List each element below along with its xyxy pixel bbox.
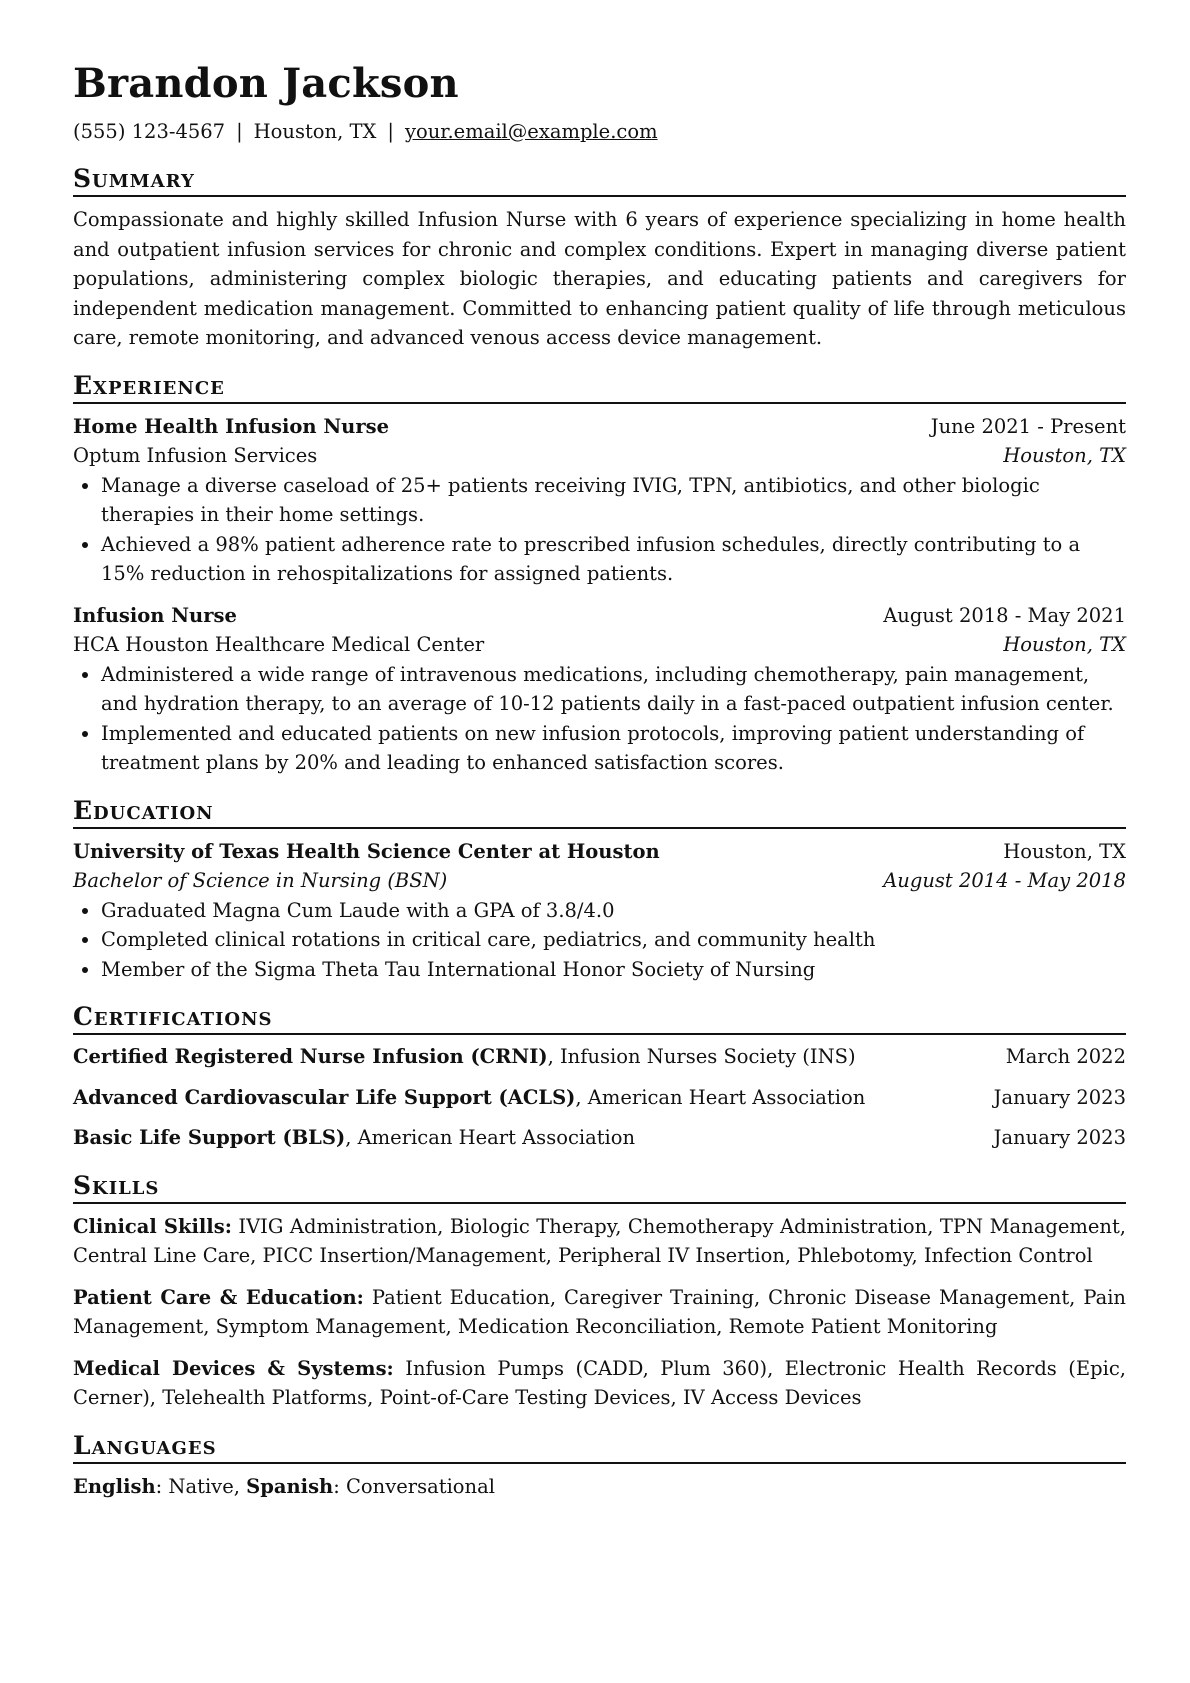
company-name: Optum Infusion Services	[73, 444, 318, 467]
skill-group-text: IVIG Administration, Biologic Therapy, Chemotherapy Administration, TPN Management, Central Line Care, PICC Insertion/Management, Peripheral IV Insertion, Phlebotomy, Infection Control	[73, 1214, 1126, 1267]
bullet-item: • Manage a diverse caseload of 25+ patients receiving IVIG, TPN, antibiotics, and other biologic therapies in their home settings.	[101, 471, 1126, 530]
section-title-education: Education	[73, 796, 1126, 829]
contact-line	[73, 118, 1126, 146]
certification-issuer: , Infusion Nurses Society (INS)	[547, 1045, 856, 1068]
experience-section	[73, 371, 1126, 778]
job-dates: August 2018 - May 2021	[883, 603, 1126, 627]
bullet-item: • Achieved a 98% patient adherence rate to prescribed infusion schedules, directly contributing to a 15% reduction in rehospitalizations for assigned patients.	[101, 530, 1126, 589]
skill-group-label: Patient Care & Education:	[73, 1285, 364, 1309]
contact-separator: |	[387, 120, 394, 143]
resume-page	[73, 60, 1126, 1501]
section-title-languages: Languages	[73, 1431, 1126, 1464]
experience-entry	[73, 412, 1126, 589]
job-bullets	[73, 471, 1126, 589]
job-location: Houston, TX	[1003, 444, 1126, 467]
skill-group	[73, 1212, 1126, 1271]
languages-section	[73, 1431, 1126, 1502]
summary-section	[73, 164, 1126, 353]
certification-issuer: , American Heart Association	[575, 1085, 866, 1109]
job-bullets	[73, 660, 1126, 778]
contact-separator: |	[236, 120, 243, 143]
certification-name: Certified Registered Nurse Infusion (CRNI)	[73, 1045, 548, 1068]
email-link[interactable]: your.email@example.com	[404, 120, 658, 143]
job-dates: June 2021 - Present	[930, 414, 1126, 438]
education-entry	[73, 837, 1126, 985]
skill-groups	[73, 1212, 1126, 1413]
skill-group-text: Infusion Pumps (CADD, Plum 360), Electronic Health Records (Epic, Cerner), Telehealth Platforms, Point-of-Care Testing Devices, IV Access Devices	[73, 1356, 1126, 1409]
job-title: Infusion Nurse	[73, 603, 237, 627]
school-name: University of Texas Health Science Center at Houston	[73, 839, 660, 863]
candidate-name: Brandon Jackson	[73, 60, 459, 107]
languages-line	[73, 1472, 1126, 1502]
skill-group	[73, 1283, 1126, 1342]
section-title-certifications: Certifications	[73, 1002, 1126, 1035]
certification-name: Basic Life Support (BLS)	[73, 1126, 346, 1149]
school-location: Houston, TX	[1003, 839, 1126, 863]
skill-group	[73, 1354, 1126, 1413]
section-title-skills: Skills	[73, 1171, 1126, 1204]
section-title-summary: Summary	[73, 164, 1126, 197]
bullet-item: • Administered a wide range of intravenous medications, including chemotherapy, pain management, and hydration therapy, to an average of 10-12 patients daily in a fast-paced outpatient infusion center.	[101, 660, 1126, 719]
certification-date: January 2023	[993, 1085, 1126, 1109]
language-name: Spanish	[246, 1474, 334, 1498]
language-level: : Conversational	[333, 1474, 495, 1498]
certification-name: Advanced Cardiovascular Life Support (ACLS)	[73, 1085, 576, 1109]
degree-name: Bachelor of Science in Nursing (BSN)	[73, 869, 448, 892]
education-dates: August 2014 - May 2018	[883, 869, 1126, 892]
section-title-experience: Experience	[73, 371, 1126, 404]
certification-date: January 2023	[993, 1126, 1126, 1149]
certifications-section	[73, 1002, 1126, 1153]
skill-group-text: Patient Education, Caregiver Training, Chronic Disease Management, Pain Management, Symptom Management, Medication Reconciliation, Remote Patient Monitoring	[73, 1285, 1126, 1338]
certification-row	[73, 1083, 1126, 1113]
bullet-item: • Completed clinical rotations in critical care, pediatrics, and community health	[101, 925, 1126, 955]
certification-date: March 2022	[1005, 1045, 1126, 1068]
skill-group-label: Clinical Skills:	[73, 1214, 232, 1238]
certification-list	[73, 1042, 1126, 1153]
language-level: : Native,	[155, 1474, 247, 1498]
certification-issuer: , American Heart Association	[345, 1126, 636, 1149]
certification-row	[73, 1042, 1126, 1072]
language-name: English	[73, 1474, 156, 1498]
certification-row	[73, 1123, 1126, 1153]
experience-entry	[73, 601, 1126, 778]
company-name: HCA Houston Healthcare Medical Center	[73, 633, 485, 656]
phone-number: (555) 123-4567	[73, 120, 226, 143]
job-location: Houston, TX	[1003, 633, 1126, 656]
bullet-item: • Graduated Magna Cum Laude with a GPA of 3.8/4.0	[101, 896, 1126, 926]
summary-text: Compassionate and highly skilled Infusion Nurse with 6 years of experience specializing in home health and outpatient infusion services for chronic and complex conditions. Expert in managing diverse patient populations, administering complex biologic therapies, and educating patients and caregivers for independent medication management. Committed to enhancing patient quality of life through meticulous care, remote monitoring, and advanced venous access device management.	[73, 208, 1126, 349]
education-bullets	[73, 896, 1126, 985]
location: Houston, TX	[253, 120, 377, 143]
education-section	[73, 796, 1126, 985]
skills-section	[73, 1171, 1126, 1413]
bullet-item: • Implemented and educated patients on new infusion protocols, improving patient understanding of treatment plans by 20% and leading to enhanced satisfaction scores.	[101, 719, 1126, 778]
skill-group-label: Medical Devices & Systems:	[73, 1356, 394, 1380]
job-title: Home Health Infusion Nurse	[73, 414, 389, 438]
bullet-item: • Member of the Sigma Theta Tau International Honor Society of Nursing	[101, 955, 1126, 985]
